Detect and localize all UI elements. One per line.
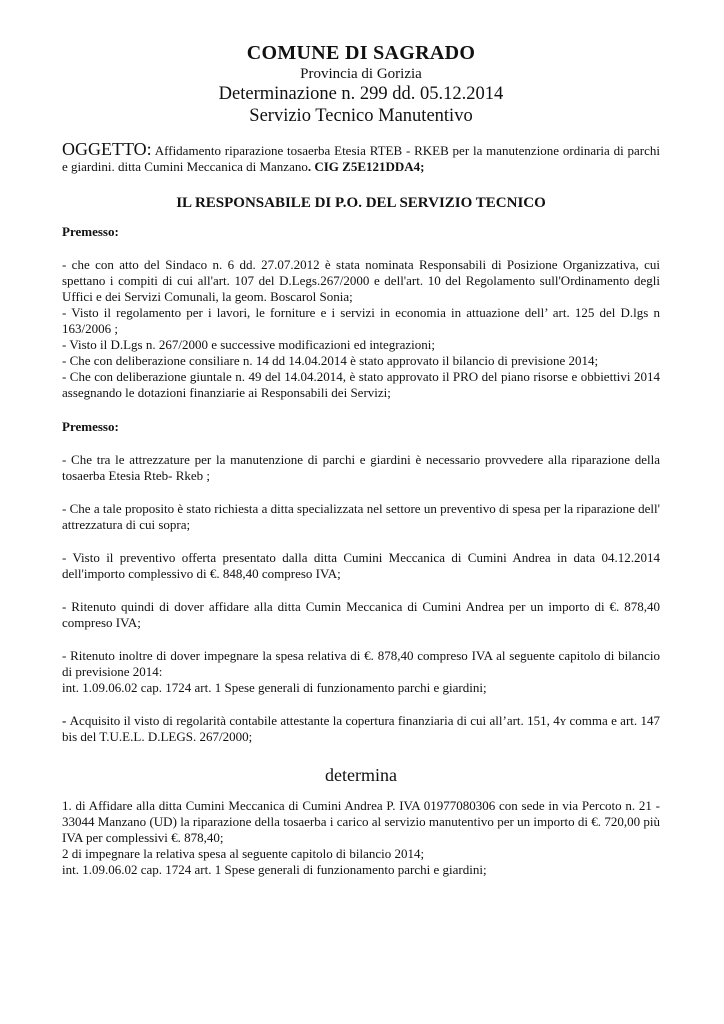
premesso-line: - Visto il D.Lgs n. 267/2000 e successive modificazioni ed integrazioni; [62,337,436,352]
determina-body [62,798,660,878]
document-page [62,42,660,878]
premesso-heading-1: Premesso: [62,224,119,239]
premesso2-paragraph-1: - Che tra le attrezzature per la manutenzione di parchi e giardini è necessario provvedere alla riparazione della tosaerba Etesia Rteb- Rkeb ; [62,452,660,483]
determinazione-title: Determinazione n. 299 dd. 05.12.2014 [218,84,504,104]
premesso-heading-2: Premesso: [62,419,119,434]
premesso2-paragraph-3: - Visto il preventivo offerta presentato dalla ditta Cumini Meccanica di Cumini Andrea in data 04.12.2014 dell'importo complessivo di €. 848,40 compreso IVA; [62,550,660,581]
premesso-list-1 [62,257,660,401]
premesso-line: - Che con deliberazione consiliare n. 14 dd 14.04.2014 è stato approvato il bilancio di previsione 2014; [62,353,599,368]
oggetto-label: OGGETTO: [62,139,152,159]
determina-point-3: int. 1.09.06.02 cap. 1724 art. 1 Spese generali di funzionamento parchi e giardini; [62,862,487,877]
determina-heading: determina [325,765,397,785]
premesso2-paragraph-4: - Ritenuto quindi di dover affidare alla ditta Cumin Meccanica di Cumini Andrea per un importo di €. 878,40 compreso IVA; [62,599,660,630]
premesso-line: - Che con deliberazione giuntale n. 49 del 14.04.2014, è stato approvato il PRO del piano risorse e obbiettivi 2014 assegnando le dotazioni finanziarie ai Responsabili dei Servizi; [62,369,660,400]
comune-title: COMUNE DI SAGRADO [246,42,476,64]
oggetto-text: Affidamento riparazione tosaerba Etesia RTEB - RKEB per la manutenzione ordinaria di parchi e giardini. ditta Cumini Meccanica di Manzano [62,143,660,174]
premesso2-paragraph-5b: int. 1.09.06.02 cap. 1724 art. 1 Spese generali di funzionamento parchi e giardini; [62,680,487,695]
servizio-title: Servizio Tecnico Manutentivo [249,106,473,126]
provincia-subtitle: Provincia di Gorizia [300,66,422,82]
determina-point-2: 2 di impegnare la relativa spesa al seguente capitolo di bilancio 2014; [62,846,425,861]
premesso2-paragraph-6 [62,713,660,745]
responsabile-heading: IL RESPONSABILE DI P.O. DEL SERVIZIO TECNICO [176,195,546,211]
determina-point-1: 1. di Affidare alla ditta Cumini Meccanica di Cumini Andrea P. IVA 01977080306 con sede in via Percoto n. 21 - 33044 Manzano (UD) la riparazione della tosaerba i carico al servizio manutentivo per un importo di €. 720,00 più IVA per complessivi €. 878,40; [62,798,660,845]
premesso2-paragraph-6-text: Acquisito il visto di regolarità contabile attestante la copertura finanziaria di cui all’art. 151, 4ʏ comma e art. 147 bis del T.U.E.L. D.LEGS. 267/2000; [62,713,660,744]
oggetto-paragraph [62,141,660,175]
premesso-line: - Visto il regolamento per i lavori, le forniture e i servizi in economia in attuazione dell’ art. 125 del D.lgs n 163/2006 ; [62,305,660,336]
premesso-line: - che con atto del Sindaco n. 6 dd. 27.07.2012 è stata nominata Responsabili di Posizione Organizzativa, cui spettano i compiti di cui all'art. 107 del D.Legs.267/2000 e dell'art. 10 del Regolamento sull'Ordinamento degli Uffici e dei Servizi Comunali, la geom. Boscarol Sonia; [62,257,660,304]
premesso2-paragraph-5 [62,648,660,696]
oggetto-cig: . CIG Z5E121DDA4; [307,159,425,174]
premesso2-paragraph-2: - Che a tale proposito è stato richiesta a ditta specializzata nel settore un preventivo di spesa per la riparazione dell' attrezzatura di cui sopra; [62,501,660,532]
premesso2-paragraph-5a: - Ritenuto inoltre di dover impegnare la spesa relativa di €. 878,40 compreso IVA al seguente capitolo di bilancio di previsione 2014: [62,648,660,679]
premesso2-dash: - [62,713,70,728]
